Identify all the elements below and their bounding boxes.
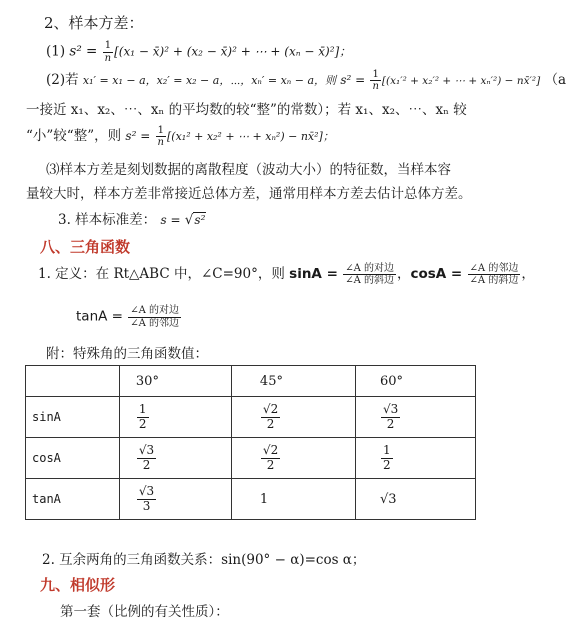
table-row	[26, 479, 476, 520]
tan-label: tanA =	[76, 308, 123, 325]
variance-paragraph-3-line-2: 量较大时，样本方差非常接近总体方差，通常用样本方差去估计总体方差。	[26, 186, 472, 202]
sin-30-cell: $\frac{1}{2}$	[119, 397, 231, 438]
table-header-corner	[26, 366, 120, 397]
formula-2-body: [(x₁′² + x₂′² + ⋯ + xₙ′²) − nx̄′²]	[381, 75, 541, 87]
definition-separator: ，	[396, 266, 411, 282]
sin-60-cell: $\frac{√3}{2}$	[355, 397, 475, 438]
line-4-prefix: “小”较“整”，则	[26, 128, 122, 144]
variance-line-3: 一接近 x₁、x₂、⋯、xₙ 的平均数的较“整”的常数）；若 x₁、x₂、⋯、xₙ 较	[26, 102, 467, 118]
std-dev-radicand: s²	[194, 213, 206, 227]
section-9-heading: 九、相似形	[40, 576, 116, 594]
table-row	[26, 438, 476, 479]
variance-line-4	[26, 124, 334, 149]
table-header-60: 60°	[355, 366, 475, 397]
special-angles-table	[25, 365, 476, 520]
sin-definition-fraction: $\frac{\text{∠A 的对边}}{\text{∠A 的斜边}}$	[345, 262, 394, 286]
formula-2-lhs: s² =	[340, 73, 366, 87]
formula-1-fraction: $\frac{1}{n}$	[104, 40, 112, 64]
formula-1-lhs: s² =	[69, 43, 98, 60]
sin-label: sinA =	[289, 266, 338, 282]
cos-60-cell: $\frac{1}{2}$	[355, 438, 475, 479]
line-4-lhs: s² =	[125, 129, 151, 143]
std-dev-line	[58, 208, 206, 228]
row-label-cos: cosA	[26, 438, 120, 479]
tan-45-cell: 1	[231, 479, 355, 520]
variance-formula-1	[46, 40, 351, 64]
row-label-tan: tanA	[26, 479, 120, 520]
table-header-30: 30°	[119, 366, 231, 397]
line-4-fraction: $\frac{1}{n}$	[157, 124, 164, 148]
cos-30-cell: $\frac{√3}{2}$	[119, 438, 231, 479]
cos-label: cosA =	[410, 266, 463, 282]
appendix-title: 附：特殊角的三角函数值：	[46, 346, 208, 362]
table-row	[26, 397, 476, 438]
definition-end: ，	[521, 266, 535, 282]
variance-formula-2	[46, 68, 566, 93]
row-label-sin: sinA	[26, 397, 120, 438]
first-set-title: 第一套（比例的有关性质）：	[60, 604, 229, 620]
formula-1-prefix: (1)	[46, 43, 66, 60]
line-4-body: [(x₁² + x₂² + ⋯ + xₙ²) − nx̄²]；	[167, 130, 334, 143]
formula-2-prefix: (2)若	[46, 72, 79, 88]
std-dev-lhs: s =	[160, 213, 181, 227]
formula-1-body: [(x₁ − x̄)² + (x₂ − x̄)² + ⋯ + (xₙ − x̄)²]；	[114, 44, 352, 59]
tan-60-cell: √3	[355, 479, 475, 520]
table-header-row	[26, 366, 476, 397]
formula-2-tail: （a	[544, 72, 566, 88]
section-8-heading: 八、三角函数	[40, 238, 131, 256]
cos-45-cell: $\frac{√2}{2}$	[231, 438, 355, 479]
cos-definition-fraction: $\frac{\text{∠A 的邻边}}{\text{∠A 的斜边}}$	[469, 262, 519, 286]
variance-paragraph-3-line-1: ⑶样本方差是刻划数据的离散程度（波动大小）的特征数，当样本容	[46, 162, 451, 178]
tan-definition-fraction: $\frac{\text{∠A 的对边}}{\text{∠A 的邻边}}$	[130, 305, 180, 329]
tan-definition-line	[76, 305, 182, 329]
sqrt-symbol: √s²	[184, 212, 206, 228]
definition-prefix: 1. 定义：在 Rt△ABC 中，∠C=90°，则	[38, 266, 285, 282]
complementary-angle-relation: 2. 互余两角的三角函数关系：sin(90° − α)=cos α；	[42, 552, 366, 568]
table-header-45: 45°	[231, 366, 355, 397]
formula-2-defs: x₁′ = x₁ − a，x₂′ = x₂ − a，⋯，xₙ′ = xₙ − a，则	[82, 74, 337, 87]
tan-30-cell: $\frac{√3}{3}$	[119, 479, 231, 520]
sample-variance-title: 2、样本方差：	[44, 14, 144, 32]
std-dev-title: 3. 样本标准差：	[58, 212, 157, 228]
formula-2-fraction: $\frac{1}{n}$	[372, 68, 379, 92]
trig-definition-line	[38, 262, 535, 287]
sin-45-cell: $\frac{√2}{2}$	[231, 397, 355, 438]
